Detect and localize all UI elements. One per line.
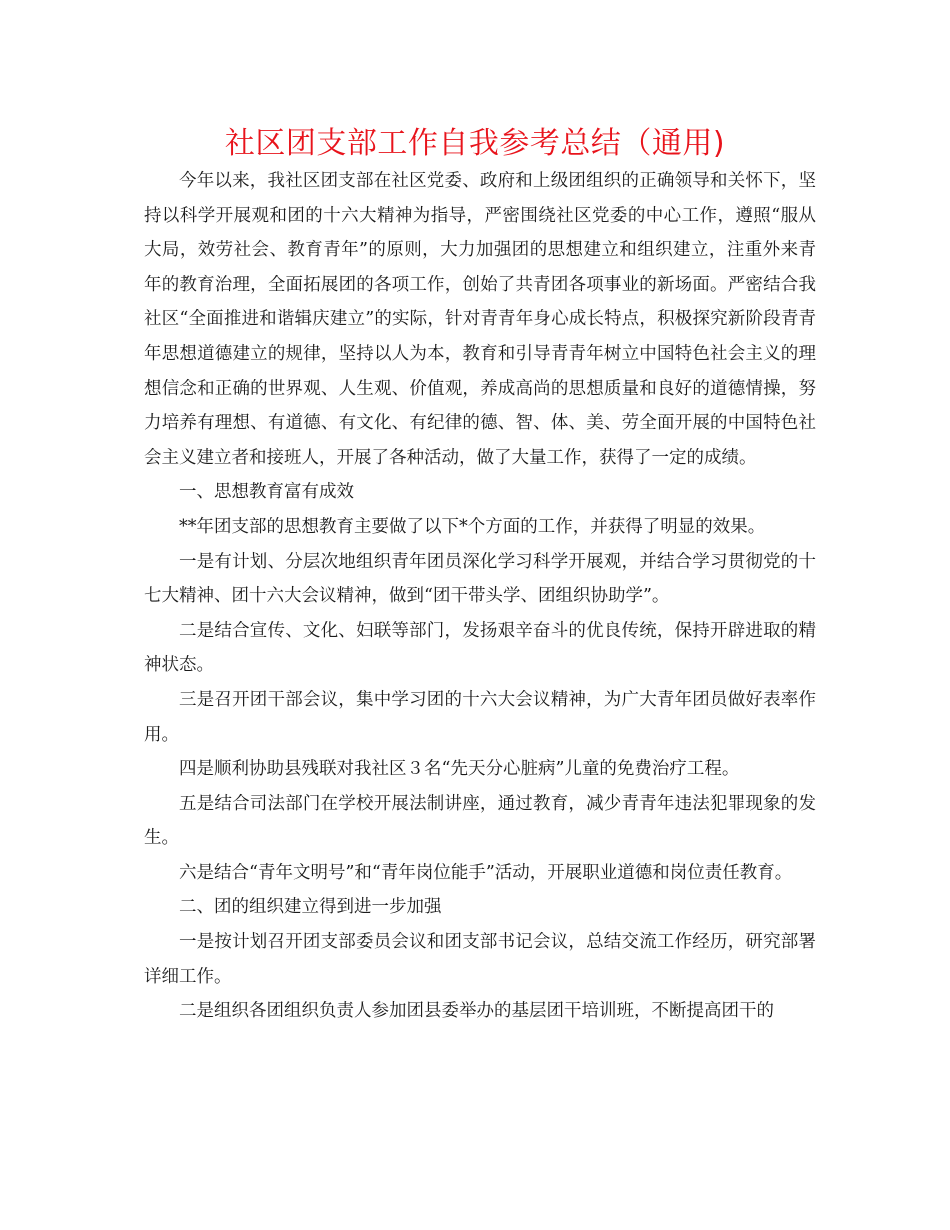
document-body — [144, 164, 816, 1029]
paragraph-summary: **年团支部的思想教育主要做了以下*个方面的工作，并获得了明显的效果。 — [179, 516, 766, 537]
document-title: 社区团支部工作自我参考总结（通用) — [224, 126, 726, 161]
section-heading-1: 一、思想教育富有成效 — [179, 482, 354, 503]
list-item-6: 六是结合“青年文明号”和“青年岗位能手”活动，开展职业道德和岗位责任教育。 — [179, 862, 793, 883]
list-item-3: 三是召开团干部会议，集中学习团的十六大会议精神，为广大青年团员做好表率作用。 — [144, 689, 816, 745]
list-item-2: 二是结合宣传、文化、妇联等部门，发扬艰辛奋斗的优良传统，保持开辟进取的精神状态。 — [144, 620, 816, 676]
section-heading-2: 二、团的组织建立得到进一步加强 — [179, 897, 442, 918]
paragraph-intro: 今年以来，我社区团支部在社区党委、政府和上级团组织的正确领导和关怀下，坚持以科学开展观和团的十六大精神为指导，严密围绕社区党委的中心工作，遵照“服从大局，效劳社会、教育青年”的原则，大力加强团的思想建立和组织建立，注重外来青年的教育治理，全面拓展团的各项工作，创始了共青团各项事业的新场面。严密结合我社区“全面推进和谐辑庆建立”的实际，针对青青年身心成长特点，积极探究新阶段青青年思想道德建立的规律，坚持以人为本，教育和引导青青年树立中国特色社会主义的理想信念和正确的世界观、人生观、价值观，养成高尚的思想质量和良好的道德情操，努力培养有理想、有道德、有文化、有纪律的德、智、体、美、劳全面开展的中国特色社会主义建立者和接班人，开展了各种活动，做了大量工作，获得了一定的成绩。 — [144, 171, 816, 468]
list-item-1: 一是有计划、分层次地组织青年团员深化学习科学开展观，并结合学习贯彻党的十七大精神、团十六大会议精神，做到“团干带头学、团组织协助学”。 — [144, 551, 816, 607]
list-item-8: 二是组织各团组织负责人参加团县委举办的基层团干培训班，不断提高团干的 — [179, 1001, 774, 1022]
list-item-5: 五是结合司法部门在学校开展法制讲座，通过教育，减少青青年违法犯罪现象的发生。 — [144, 793, 816, 849]
list-item-7: 一是按计划召开团支部委员会议和团支部书记会议，总结交流工作经历，研究部署详细工作。 — [144, 932, 816, 987]
list-item-4: 四是顺利协助县残联对我社区３名“先天分心脏病”儿童的免费治疗工程。 — [179, 759, 740, 780]
